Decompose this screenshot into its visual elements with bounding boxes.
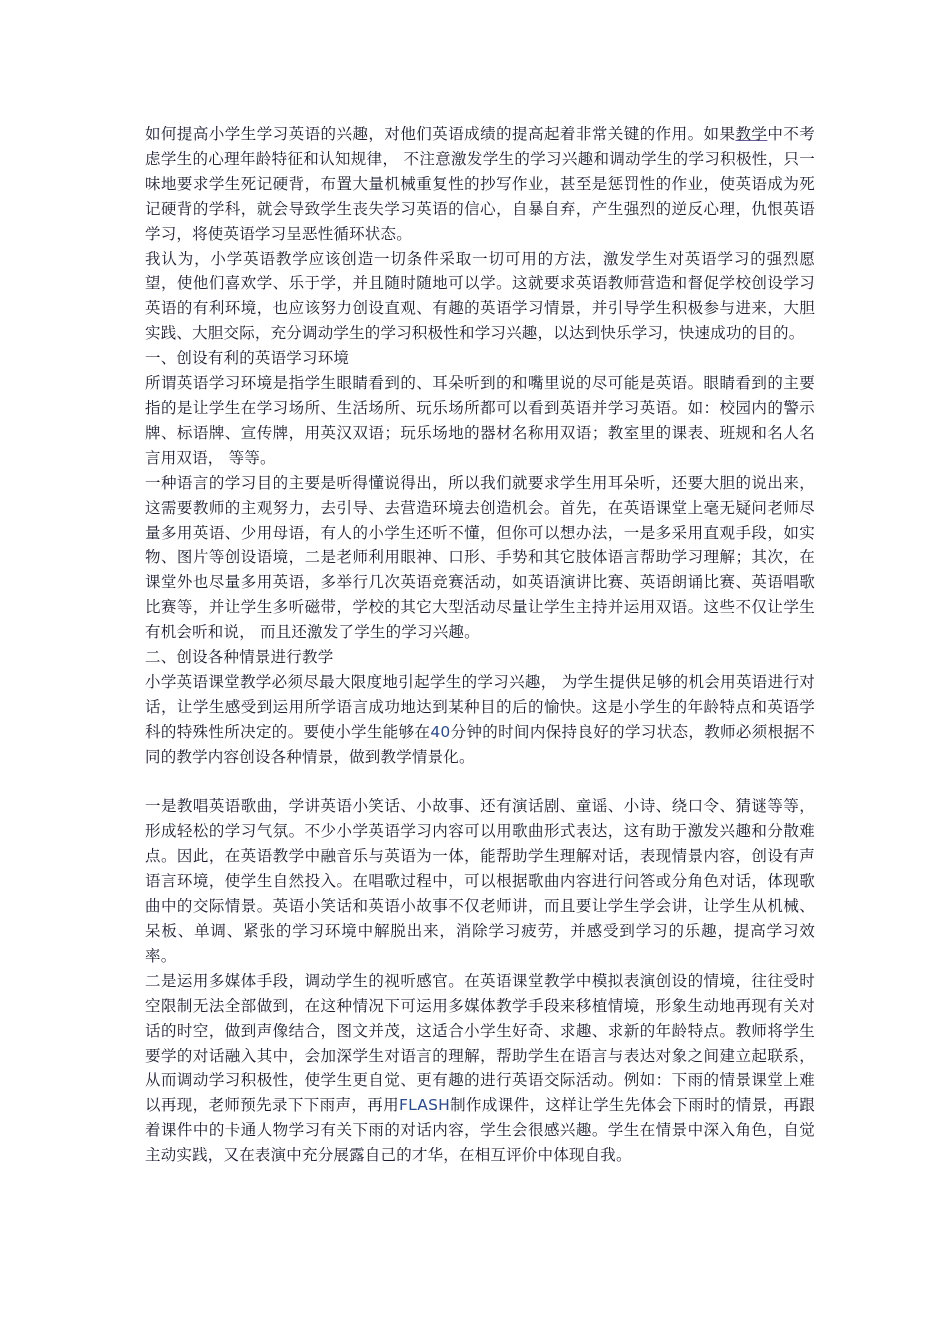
paragraph-situations bbox=[145, 670, 815, 770]
paragraph-listening: 一种语言的学习目的主要是听得懂说得出，所以我们就要求学生用耳朵听，还要大胆的说出来，这需要教师的主观努力，去引导、去营造环境去创造机会。首先，在英语课堂上毫无疑问老师尽量多用英语、少用母语，有人的小学生还听不懂，但你可以想办法，一是多采用直观手段，如实物、图片等创设语境，二是老师利用眼神、口形、手势和其它肢体语言帮助学习理解；其次，在课堂外也尽量多用英语，多举行几次英语竞赛活动，如英语演讲比赛、英语朗诵比赛、英语唱歌比赛等，并让学生多听磁带，学校的其它大型活动尽量让学生主持并运用双语。这些不仅让学生有机会听和说， 而且还激发了学生的学习兴趣。 bbox=[145, 473, 815, 642]
paragraph-environment: 所谓英语学习环境是指学生眼睛看到的、耳朵听到的和嘴里说的尽可能是英语。眼睛看到的主要指的是让学生在学习场所、生活场所、玩乐场所都可以看到英语并学习英语。如：校园内的警示牌、标语牌、宣传牌，用英汉双语；玩乐场地的器材名称用双语；教室里的课表、班规和名人名言用双语， 等等。 bbox=[145, 374, 815, 467]
paragraph-songs: 一是教唱英语歌曲，学讲英语小笑话、小故事、还有演话剧、童谣、小诗、绕口令、猜谜等等，形成轻松的学习气氛。不少小学英语学习内容可以用歌曲形式表达，这有助于激发兴趣和分散难点。因此，在英语教学中融音乐与英语为一体，能帮助学生理解对话，表现情景内容，创设有声语言环境，使学生自然投入。在唱歌过程中，可以根据歌曲内容进行问答或分角色对话，体现歌曲中的交际情景。英语小笑话和英语小故事不仅老师讲，而且要让学生学会讲，让学生从机械、呆板、单调、紧张的学习环境中解脱出来，消除学习疲劳，并感受到学习的乐趣，提高学习效率。 bbox=[145, 797, 815, 965]
paragraph-situations-text-a: 小学英语课堂教学必须尽最大限度地引起学生的学习兴趣， 为学生提供足够的机会用英语进行对话，让学生感受到运用所学语言成功地达到某种目的后的愉快。这是小学生的年龄特点和英语学科的特殊性所决定的。要使小学生能够在 bbox=[145, 672, 815, 741]
paragraph-intro-text-b: 中不考虑学生的心理年龄特征和认知规律， 不注意激发学生的学习兴趣和调动学生的学习积极性，只一味地要求学生死记硬背，布置大量机械重复性的抄写作业，甚至是惩罚性的作业，使英语成为死记硬背的学科，就会导致学生丧失学习英语的信心，自暴自弃，产生强烈的逆反心理，仇恨英语学习，将使英语学习呈恶性循环状态。 bbox=[145, 125, 815, 243]
paragraph-multimedia-text-b: 制作成课件，这样让学生先体会下雨时的情景，再跟着课件中的卡通人物学习有关下雨的对话内容，学生会很感兴趣。学生在情景中深入角色，自觉主动实践，又在表演中充分展露自己的才华，在相互评价中体现自我。 bbox=[145, 1096, 816, 1165]
paragraph-intro bbox=[145, 122, 815, 247]
paragraph-situations-text-b: 分钟的时间内保持良好的学习状态，教师必须根据不同的教学内容创设各种情景，做到教学情景化。 bbox=[145, 722, 815, 766]
section-heading-1: 一、创设有利的英语学习环境 bbox=[145, 349, 350, 368]
paragraph-multimedia-text-a: 二是运用多媒体手段，调动学生的视听感官。在英语课堂教学中模拟表演创设的情境，往往受时空限制无法全部做到，在这种情况下可运用多媒体教学手段来移植情境，形象生动地再现有关对话的时空，做到声像结合，图文并茂，这适合小学生好奇、求趣、求新的年龄特点。教师将学生要学的对话融入其中，会加深学生对语言的理解，帮助学生在语言与表达对象之间建立起联系，从而调动学习积极性，使学生更自觉、更有趣的进行英语交际活动。例如：下雨的情景课堂上难以再现，老师预先录下下雨声，再用 bbox=[145, 971, 815, 1115]
section-heading-2: 二、创设各种情景进行教学 bbox=[145, 648, 334, 667]
blank-line bbox=[145, 770, 815, 795]
paragraph-intro-text-a: 如何提高小学生学习英语的兴趣，对他们英语成绩的提高起着非常关键的作用。如果 bbox=[145, 125, 736, 143]
paragraph-multimedia bbox=[145, 969, 815, 1168]
teaching-link[interactable]: 教学 bbox=[735, 125, 768, 143]
minutes-number: 40 bbox=[430, 722, 451, 741]
flash-term: FLASH bbox=[398, 1096, 450, 1115]
paragraph-opinion: 我认为，小学英语教学应该创造一切条件采取一切可用的方法，激发学生对英语学习的强烈愿望，使他们喜欢学、乐于学，并且随时随地可以学。这就要求英语教师营造和督促学校创设学习英语的有利环境，也应该努力创设直观、有趣的英语学习情景，并引导学生积极参与进来，大胆实践、大胆交际，充分调动学生的学习积极性和学习兴趣，以达到快乐学习，快速成功的目的。 bbox=[145, 249, 815, 343]
document-body bbox=[145, 122, 815, 1168]
